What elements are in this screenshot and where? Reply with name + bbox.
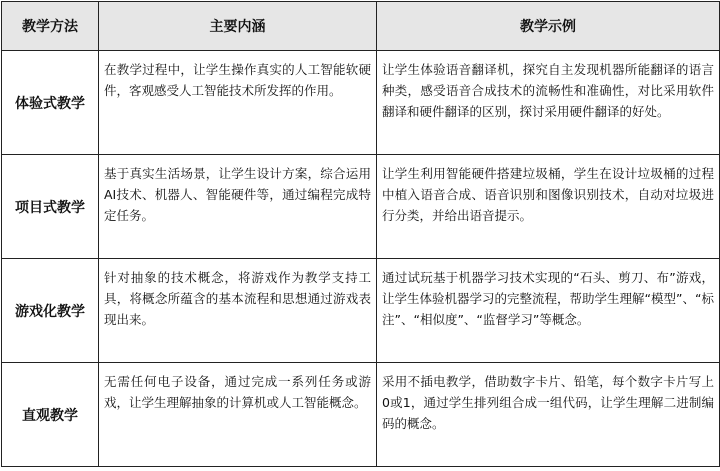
example-cell: 通过试玩基于机器学习技术实现的“石头、剪刀、布”游戏，让学生体验机器学习的完整流程，帮助学生理解“模型”、“标注”、“相似度”、“监督学习”等概念。 bbox=[377, 259, 720, 363]
table-row bbox=[2, 259, 720, 363]
method-cell: 游戏化教学 bbox=[2, 259, 99, 363]
content-cell: 无需任何电子设备，通过完成一系列任务或游戏，让学生理解抽象的计算机或人工智能概念。 bbox=[99, 363, 377, 467]
content-cell: 在教学过程中，让学生操作真实的人工智能软硬件，客观感受人工智能技术所发挥的作用。 bbox=[99, 51, 377, 155]
table-row bbox=[2, 155, 720, 259]
table-row bbox=[2, 51, 720, 155]
example-cell: 让学生体验语音翻译机，探究自主发现机器所能翻译的语言种类，感受语音合成技术的流畅性和准确性，对比采用软件翻译和硬件翻译的区别，探讨采用硬件翻译的好处。 bbox=[377, 51, 720, 155]
header-content: 主要内涵 bbox=[99, 2, 377, 51]
content-cell: 基于真实生活场景，让学生设计方案，综合运用AI技术、机器人、智能硬件等，通过编程完成特定任务。 bbox=[99, 155, 377, 259]
example-cell: 让学生利用智能硬件搭建垃圾桶，学生在设计垃圾桶的过程中植入语音合成、语音识别和图像识别技术，自动对垃圾进行分类，并给出语音提示。 bbox=[377, 155, 720, 259]
header-method: 教学方法 bbox=[2, 2, 99, 51]
content-cell: 针对抽象的技术概念，将游戏作为教学支持工具，将概念所蕴含的基本流程和思想通过游戏表现出来。 bbox=[99, 259, 377, 363]
teaching-methods-table bbox=[1, 1, 720, 467]
table-row bbox=[2, 363, 720, 467]
method-cell: 项目式教学 bbox=[2, 155, 99, 259]
header-example: 教学示例 bbox=[377, 2, 720, 51]
method-cell: 直观教学 bbox=[2, 363, 99, 467]
header-row bbox=[2, 2, 720, 51]
example-cell: 采用不插电教学，借助数字卡片、铅笔，每个数字卡片写上0或1，通过学生排列组合成一组代码，让学生理解二进制编码的概念。 bbox=[377, 363, 720, 467]
method-cell: 体验式教学 bbox=[2, 51, 99, 155]
